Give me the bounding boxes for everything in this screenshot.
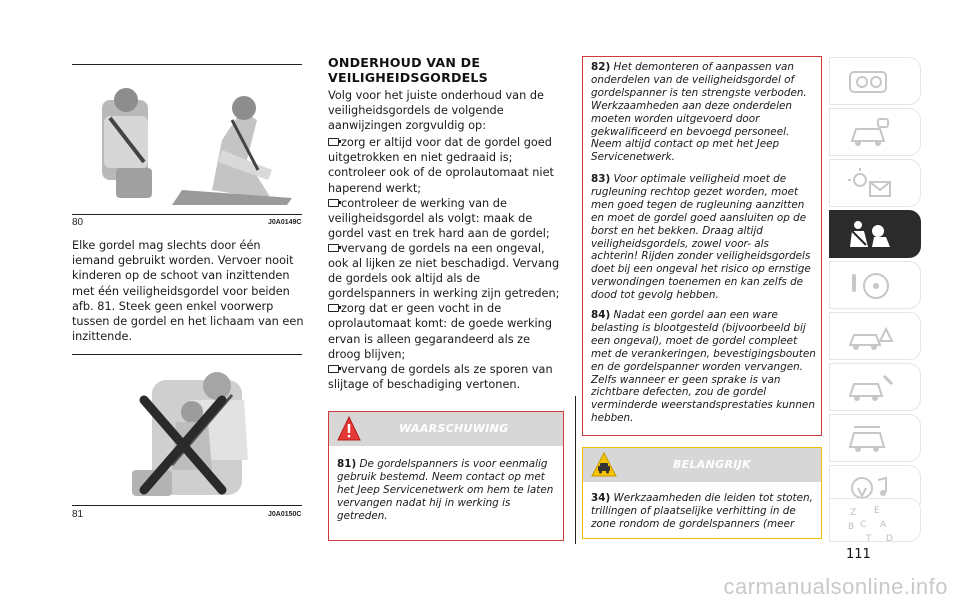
important-note-number: 34) bbox=[591, 492, 611, 504]
figure-80-caption-rule bbox=[72, 214, 302, 215]
svg-text:Z: Z bbox=[850, 508, 857, 518]
car-caution-icon bbox=[591, 452, 617, 478]
col1-paragraph: Elke gordel mag slechts door één iemand gebruikt worden. Vervoer nooit kinderen op de schoot van inzittenden met één veiligheidsgordel voor beiden afb. 81. Steek geen enkel voorwerp tussen de gordel en het lichaam van een inzittende. bbox=[72, 239, 304, 344]
bullet-item bbox=[328, 135, 564, 195]
svg-text:D: D bbox=[886, 534, 893, 544]
car-dashboard-icon bbox=[846, 64, 896, 100]
note-84-text: Nadat een gordel aan een ware belasting is blootgesteld (bijvoorbeeld bij een ongeval), moet de gordel compleet met de verankeringen, bevestigingsbouten en de gordelspanner worden vervangen. Zelfs wanneer er geen sprake is van zichtbare defecten, zou de gordel verminderde weerstandsprestaties kunnen hebben. bbox=[591, 309, 816, 425]
steering-wheel-icon bbox=[846, 268, 896, 304]
car-specs-icon bbox=[846, 421, 896, 457]
important-title: BELANGRIJK bbox=[673, 458, 751, 471]
bullet-text: zorg dat er geen vocht in de oprolautomaat komt: de goede werking ervan is alleen gegarandeerd als ze droog blijven; bbox=[328, 302, 553, 361]
bullet-item bbox=[328, 196, 564, 241]
watermark: carmanualsonline.info bbox=[723, 574, 948, 599]
figure-top-rule bbox=[72, 64, 302, 65]
car-breakdown-icon bbox=[846, 319, 896, 355]
warning-title: WAARSCHUWING bbox=[399, 422, 509, 435]
intro-paragraph: Volg voor het juiste onderhoud van de veiligheidsgordels de volgende aanwijzingen zorgvuldig op: bbox=[328, 89, 544, 133]
svg-text:C: C bbox=[860, 520, 867, 530]
warning-header bbox=[329, 412, 563, 446]
bullet-book-icon bbox=[328, 365, 339, 373]
svg-text:B: B bbox=[848, 522, 855, 532]
warning-triangle-icon bbox=[337, 416, 361, 442]
sidebar-tab-service[interactable] bbox=[829, 363, 921, 411]
note-83 bbox=[591, 173, 819, 302]
note-82 bbox=[591, 61, 819, 164]
warning-note-text: De gordelspanners is voor eenmalig gebruik bestemd. Neem contact op met het Jeep Servicenetwerk om hem te laten vervangen nadat hij in werking is getreden. bbox=[337, 458, 554, 522]
note-82-text: Het demonteren of aanpassen van onderdelen van de veiligheidsgordel of gordelspanner is ten strengste verboden. Werkzaamheden aan deze onderdelen moeten worden uitgevoerd door gekwalificeerd en bevoegd personeel. Neem altijd contact op met het Jeep Servicenetwerk. bbox=[591, 61, 807, 164]
bullet-text: zorg er altijd voor dat de gordel goed uitgetrokken en niet gedraaid is; controleer ook of de oprolautomaat niet haperend werkt; bbox=[328, 136, 554, 195]
sidebar-tab-specs[interactable] bbox=[829, 414, 921, 462]
sidebar-tab-warning-lights[interactable] bbox=[829, 159, 921, 207]
note-84-number: 84) bbox=[591, 309, 611, 321]
sidebar-tab-starting[interactable] bbox=[829, 261, 921, 309]
bullet-item bbox=[328, 241, 564, 301]
warning-note-number: 81) bbox=[337, 458, 357, 470]
warning-note bbox=[337, 458, 559, 523]
note-82-number: 82) bbox=[591, 61, 611, 73]
car-key-icon bbox=[846, 115, 896, 151]
figure-81-top-rule bbox=[72, 354, 302, 355]
bullet-book-icon bbox=[328, 199, 339, 207]
bullet-text: vervang de gordels na een ongeval, ook al lijken ze niet beschadigd. Vervang de gordels ook altijd als de gordelspanners in werking zijn getreden; bbox=[328, 241, 560, 301]
svg-text:T: T bbox=[866, 534, 872, 544]
maintenance-section bbox=[328, 56, 564, 392]
column-divider bbox=[575, 396, 576, 544]
figure-81-child-on-lap-image bbox=[72, 360, 304, 500]
warning-notes-box bbox=[582, 56, 822, 436]
figure-81-caption-rule bbox=[72, 505, 302, 506]
figure-81-code: J0A0150C bbox=[268, 511, 302, 518]
bullet-book-icon bbox=[328, 304, 339, 312]
note-84 bbox=[591, 309, 819, 425]
bullet-text: controleer de werking van de veiligheidsgordel als volgt: maak de gordel vast en trek hard aan de gordel; bbox=[328, 196, 550, 240]
important-note bbox=[591, 492, 819, 531]
svg-text:A: A bbox=[880, 520, 887, 530]
note-83-number: 83) bbox=[591, 173, 611, 185]
car-service-icon bbox=[846, 370, 896, 406]
important-box bbox=[582, 447, 822, 539]
bullet-item bbox=[328, 362, 564, 392]
sidebar-tab-keys[interactable] bbox=[829, 108, 921, 156]
index-icon bbox=[846, 505, 906, 545]
figure-81-number: 81 bbox=[72, 509, 84, 520]
column-gutter bbox=[316, 60, 317, 540]
note-83-text: Voor optimale veiligheid moet de rugleuning rechtop gezet worden, moet men goed tegen de rugleuning aanzitten en moet de gordel goed aansluiten op de borst en het bekken. Draag altijd veiligheidsgordels, zowel voor- als achterin! Rijden zonder veiligheidsgordels doet bij een ongeval het risico op ernstige verwondingen toenemen en kan zelfs de dood tot gevolg hebben. bbox=[591, 173, 811, 302]
figure-80-code: J0A0149C bbox=[268, 219, 302, 226]
important-header bbox=[583, 448, 821, 482]
warning-light-icon bbox=[846, 166, 896, 202]
sidebar-tab-safety[interactable] bbox=[829, 210, 921, 258]
sidebar-tab-emergency[interactable] bbox=[829, 312, 921, 360]
seatbelt-airbag-icon bbox=[846, 217, 896, 253]
warning-box bbox=[328, 411, 564, 541]
bullet-book-icon bbox=[328, 244, 339, 252]
sidebar-tab-index[interactable] bbox=[829, 498, 921, 542]
sidebar-tab-dashboard[interactable] bbox=[829, 57, 921, 105]
page-number: 111 bbox=[846, 547, 871, 562]
section-heading: ONDERHOUD VAN DE VEILIGHEIDSGORDELS bbox=[328, 55, 488, 85]
svg-text:E: E bbox=[874, 506, 880, 516]
bullet-text: vervang de gordels als ze sporen van slijtage of beschadiging vertonen. bbox=[328, 362, 553, 391]
figure-80-number: 80 bbox=[72, 217, 84, 228]
bullet-item bbox=[328, 301, 564, 361]
important-note-text: Werkzaamheden die leiden tot stoten, trillingen of plaatselijke verhitting in de zone rondom de gordelspanners (meer bbox=[591, 492, 813, 530]
bullet-book-icon bbox=[328, 138, 339, 146]
figure-80-seatbelt-image bbox=[72, 70, 304, 210]
